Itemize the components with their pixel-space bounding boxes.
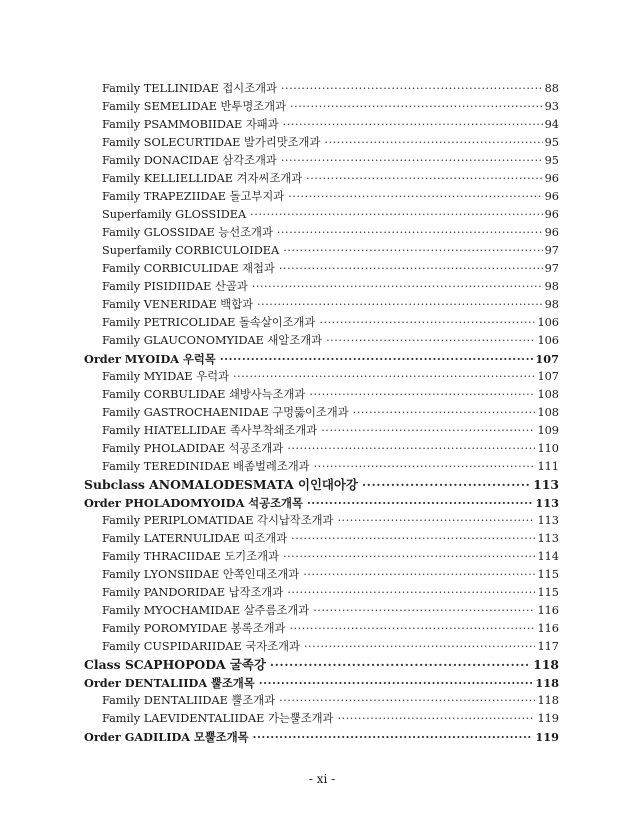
dot-leader bbox=[314, 458, 536, 476]
toc-entry-page-number: 117 bbox=[537, 640, 559, 653]
dot-leader bbox=[337, 710, 535, 728]
toc-entry-label: Order DENTALIIDA 뿔조개목 bbox=[84, 676, 255, 690]
toc-entry bbox=[84, 368, 559, 386]
toc-entry bbox=[84, 350, 559, 368]
toc-entry-label: Class SCAPHOPODA 굴족강 bbox=[84, 657, 266, 672]
toc-entry bbox=[84, 260, 559, 278]
toc-entry-page-number: 118 bbox=[533, 657, 559, 672]
toc-entry-label: Superfamily GLOSSIDEA bbox=[102, 208, 247, 221]
toc-entry-label: Family CUSPIDARIIDAE 국자조개과 bbox=[102, 640, 300, 653]
toc-entry-label: Family TEREDINIDAE 배좀벌레조개과 bbox=[102, 460, 310, 473]
toc-entry-page-number: 115 bbox=[537, 568, 559, 581]
toc-entry-page-number: 113 bbox=[535, 496, 559, 510]
dot-leader bbox=[253, 728, 534, 746]
toc-entry bbox=[84, 116, 559, 134]
toc-entry-page-number: 96 bbox=[544, 226, 559, 239]
toc-entry-page-number: 106 bbox=[537, 316, 559, 329]
toc-entry-label: Family GLOSSIDAE 능선조개과 bbox=[102, 226, 273, 239]
toc-entry-page-number: 119 bbox=[535, 730, 559, 744]
dot-leader bbox=[279, 692, 535, 710]
toc-entry-label: Family PISIDIIDAE 산골과 bbox=[102, 280, 248, 293]
toc-entry-page-number: 113 bbox=[537, 532, 559, 545]
toc-entry bbox=[84, 386, 559, 404]
dot-leader bbox=[362, 476, 531, 494]
toc-entry bbox=[84, 566, 559, 584]
toc-entry-label: Family SEMELIDAE 반투명조개과 bbox=[102, 100, 287, 113]
toc-entry-label: Family LATERNULIDAE 띠조개과 bbox=[102, 532, 288, 545]
dot-leader bbox=[270, 656, 531, 674]
dot-leader bbox=[279, 260, 543, 278]
toc-entry-label: Family VENERIDAE 백합과 bbox=[102, 298, 254, 311]
dot-leader bbox=[313, 602, 535, 620]
dot-leader bbox=[291, 530, 535, 548]
toc-entry bbox=[84, 602, 559, 620]
toc-entry-label: Family POROMYIDAE 봉록조개과 bbox=[102, 622, 286, 635]
toc-entry bbox=[84, 494, 559, 512]
toc-entry-label: Family LAEVIDENTALIIDAE 가는뿔조개과 bbox=[102, 712, 334, 725]
page-number-footer: - xi - bbox=[308, 772, 336, 786]
toc-entry bbox=[84, 332, 559, 350]
toc-entry-page-number: 98 bbox=[544, 298, 559, 311]
toc-entry bbox=[84, 584, 559, 602]
toc-entry-label: Family CORBULIDAE 쇄방사늑조개과 bbox=[102, 388, 306, 401]
toc-entry-page-number: 97 bbox=[544, 262, 559, 275]
dot-leader bbox=[281, 152, 543, 170]
toc-entry-page-number: 114 bbox=[537, 550, 559, 563]
toc-entry bbox=[84, 530, 559, 548]
toc-entry bbox=[84, 404, 559, 422]
dot-leader bbox=[290, 98, 543, 116]
toc-entry bbox=[84, 278, 559, 296]
dot-leader bbox=[337, 512, 535, 530]
toc-entry bbox=[84, 188, 559, 206]
dot-leader bbox=[283, 242, 542, 260]
toc-entry bbox=[84, 80, 559, 98]
dot-leader bbox=[306, 170, 543, 188]
dot-leader bbox=[259, 674, 534, 692]
toc-entry bbox=[84, 296, 559, 314]
toc-entry-label: Family DENTALIIDAE 뿔조개과 bbox=[102, 694, 276, 707]
toc-entry bbox=[84, 674, 559, 692]
toc-entry-page-number: 118 bbox=[535, 676, 559, 690]
toc-entry-page-number: 107 bbox=[537, 370, 559, 383]
toc-entry-page-number: 119 bbox=[537, 712, 559, 725]
dot-leader bbox=[321, 422, 535, 440]
toc-entry bbox=[84, 512, 559, 530]
toc-entry-label: Family PSAMMOBIIDAE 자패과 bbox=[102, 118, 279, 131]
toc-entry-label: Family PERIPLOMATIDAE 각시납작조개과 bbox=[102, 514, 334, 527]
dot-leader bbox=[257, 296, 543, 314]
toc-entry-page-number: 116 bbox=[537, 604, 559, 617]
toc-entry-label: Family TELLINIDAE 접시조개과 bbox=[102, 82, 277, 95]
dot-leader bbox=[287, 440, 535, 458]
toc-entry bbox=[84, 656, 559, 674]
toc-entry-label: Family LYONSIIDAE 안쪽인대조개과 bbox=[102, 568, 300, 581]
toc-entry bbox=[84, 692, 559, 710]
dot-leader bbox=[319, 314, 535, 332]
dot-leader bbox=[283, 548, 535, 566]
toc-entry bbox=[84, 206, 559, 224]
toc-entry-label: Family MYIDAE 우럭과 bbox=[102, 370, 229, 383]
toc-entry-page-number: 96 bbox=[544, 190, 559, 203]
dot-leader bbox=[281, 80, 543, 98]
toc-entry-page-number: 94 bbox=[544, 118, 559, 131]
toc-entry-page-number: 108 bbox=[537, 388, 559, 401]
dot-leader bbox=[220, 350, 534, 368]
dot-leader bbox=[326, 332, 535, 350]
toc-entry bbox=[84, 476, 559, 494]
dot-leader bbox=[307, 494, 534, 512]
toc-entry-label: Family CORBICULIDAE 재첩과 bbox=[102, 262, 275, 275]
dot-leader bbox=[287, 584, 535, 602]
toc-entry-label: Family PHOLADIDAE 석공조개과 bbox=[102, 442, 284, 455]
toc-entry bbox=[84, 458, 559, 476]
toc-entry-label: Family TRAPEZIIDAE 돌고부지과 bbox=[102, 190, 285, 203]
toc-entry-page-number: 107 bbox=[535, 352, 559, 366]
toc-entry-label: Subclass ANOMALODESMATA 이인대아강 bbox=[84, 477, 358, 492]
toc-entry bbox=[84, 224, 559, 242]
toc-entry-page-number: 118 bbox=[537, 694, 559, 707]
toc-entry bbox=[84, 422, 559, 440]
dot-leader bbox=[309, 386, 535, 404]
toc-entry-page-number: 115 bbox=[537, 586, 559, 599]
dot-leader bbox=[233, 368, 535, 386]
toc-entry-label: Order MYOIDA 우럭목 bbox=[84, 352, 216, 366]
toc-entry bbox=[84, 170, 559, 188]
toc-entry-label: Family THRACIIDAE 도기조개과 bbox=[102, 550, 279, 563]
toc-entry bbox=[84, 242, 559, 260]
toc-entry-page-number: 108 bbox=[537, 406, 559, 419]
dot-leader bbox=[303, 566, 535, 584]
toc-entry-page-number: 93 bbox=[544, 100, 559, 113]
toc-entry-page-number: 96 bbox=[544, 208, 559, 221]
dot-leader bbox=[252, 278, 543, 296]
toc-entry-page-number: 106 bbox=[537, 334, 559, 347]
dot-leader bbox=[283, 116, 543, 134]
toc-entry bbox=[84, 152, 559, 170]
toc-entry-page-number: 96 bbox=[544, 172, 559, 185]
table-of-contents bbox=[84, 80, 559, 746]
dot-leader bbox=[353, 404, 536, 422]
toc-entry-page-number: 95 bbox=[544, 154, 559, 167]
toc-entry bbox=[84, 98, 559, 116]
toc-entry-page-number: 111 bbox=[537, 460, 559, 473]
toc-entry-label: Family PETRICOLIDAE 돌속살이조개과 bbox=[102, 316, 316, 329]
toc-entry bbox=[84, 314, 559, 332]
toc-entry bbox=[84, 728, 559, 746]
toc-entry-label: Family SOLECURTIDAE 발가리맛조개과 bbox=[102, 136, 321, 149]
toc-entry-label: Superfamily CORBICULOIDEA bbox=[102, 244, 280, 257]
dot-leader bbox=[324, 134, 542, 152]
toc-entry-label: Family GLAUCONOMYIDAE 새알조개과 bbox=[102, 334, 323, 347]
toc-entry bbox=[84, 638, 559, 656]
toc-entry-label: Order GADILIDA 모뿔조개목 bbox=[84, 730, 249, 744]
dot-leader bbox=[277, 224, 543, 242]
toc-entry-page-number: 113 bbox=[537, 514, 559, 527]
toc-entry-page-number: 98 bbox=[544, 280, 559, 293]
toc-entry-page-number: 95 bbox=[544, 136, 559, 149]
toc-entry bbox=[84, 620, 559, 638]
toc-entry bbox=[84, 134, 559, 152]
toc-entry bbox=[84, 440, 559, 458]
toc-entry-page-number: 109 bbox=[537, 424, 559, 437]
dot-leader bbox=[289, 620, 535, 638]
toc-entry-page-number: 97 bbox=[544, 244, 559, 257]
dot-leader bbox=[304, 638, 535, 656]
toc-entry-label: Family GASTROCHAENIDAE 구멍뚫이조개과 bbox=[102, 406, 349, 419]
dot-leader bbox=[288, 188, 542, 206]
toc-entry-label: Family MYOCHAMIDAE 살주름조개과 bbox=[102, 604, 310, 617]
toc-entry bbox=[84, 548, 559, 566]
toc-entry-page-number: 88 bbox=[544, 82, 559, 95]
toc-entry-page-number: 116 bbox=[537, 622, 559, 635]
toc-entry-page-number: 110 bbox=[537, 442, 559, 455]
toc-entry-label: Family PANDORIDAE 납작조개과 bbox=[102, 586, 284, 599]
toc-entry-label: Order PHOLADOMYOIDA 석공조개목 bbox=[84, 496, 303, 510]
toc-entry bbox=[84, 710, 559, 728]
toc-entry-page-number: 113 bbox=[533, 477, 559, 492]
toc-entry-label: Family HIATELLIDAE 족사부착쇄조개과 bbox=[102, 424, 318, 437]
toc-entry-label: Family DONACIDAE 삼각조개과 bbox=[102, 154, 277, 167]
toc-entry-label: Family KELLIELLIDAE 겨자씨조개과 bbox=[102, 172, 303, 185]
dot-leader bbox=[250, 206, 542, 224]
